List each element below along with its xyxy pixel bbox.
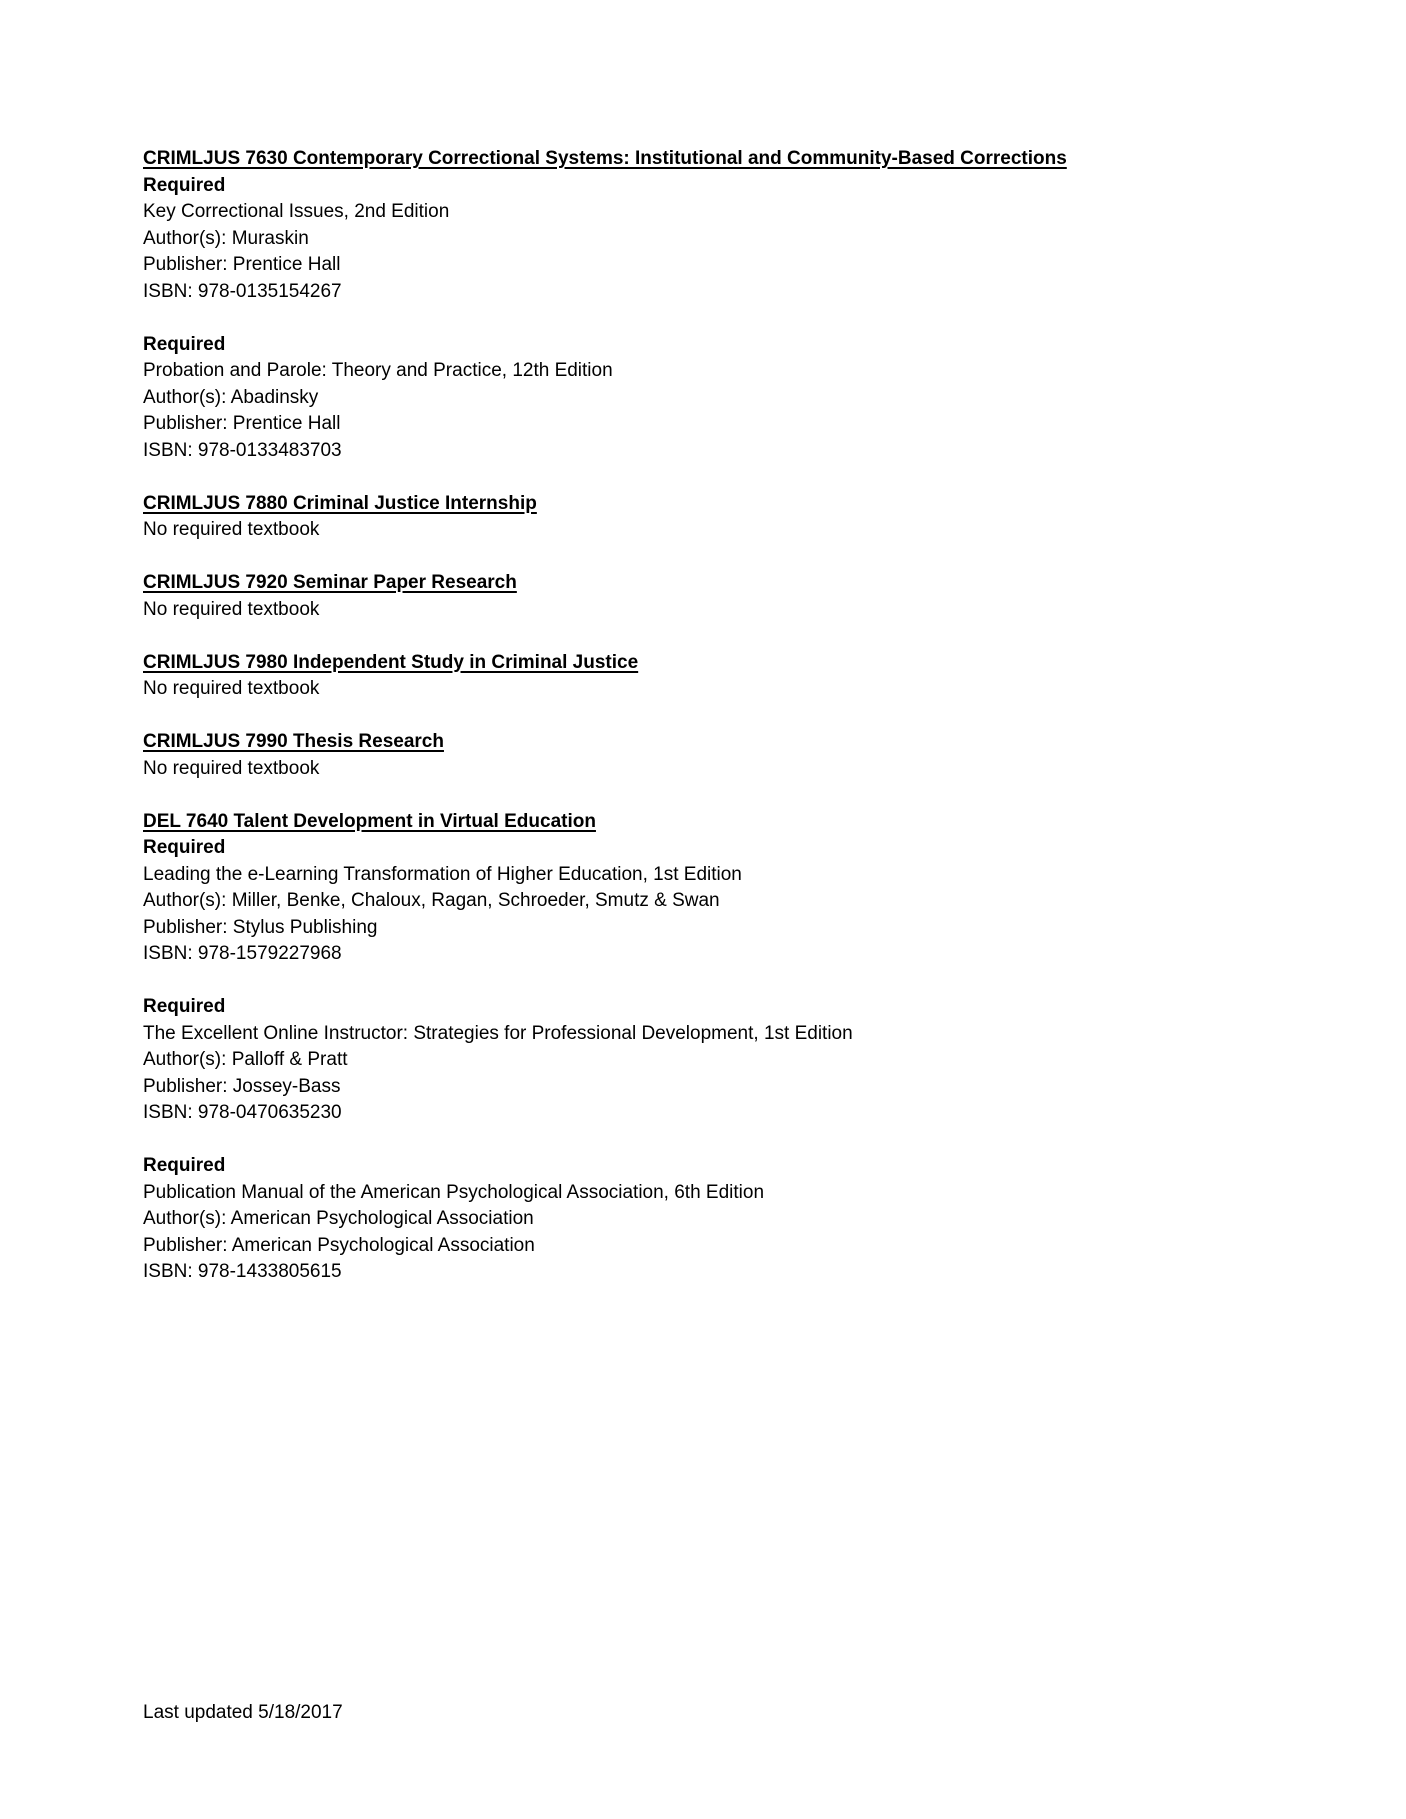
book-authors: Author(s): American Psychological Association (143, 1208, 534, 1229)
book-entry (143, 1153, 1293, 1286)
book-authors: Author(s): Muraskin (143, 227, 309, 249)
no-textbook-note: No required textbook (143, 519, 320, 540)
course-title: CRIMLJUS 7980 Independent Study in Criminal Justice (143, 651, 639, 673)
book-title: Leading the e-Learning Transformation of Higher Education, 1st Edition (143, 863, 742, 885)
course-title: DEL 7640 Talent Development in Virtual Education (143, 810, 596, 832)
requirement-label: Required (143, 1155, 226, 1176)
book-isbn: ISBN: 978-1579227968 (143, 943, 342, 964)
book-entry (143, 994, 1293, 1127)
book-title: Publication Manual of the American Psychological Association, 6th Edition (143, 1181, 765, 1203)
book-isbn: ISBN: 978-0133483703 (143, 439, 342, 461)
last-updated-note: Last updated 5/18/2017 (143, 1702, 343, 1723)
book-authors: Author(s): Abadinsky (143, 386, 319, 408)
requirement-label: Required (143, 333, 226, 355)
book-isbn: ISBN: 978-0470635230 (143, 1102, 342, 1123)
book-entry (143, 332, 1293, 465)
book-title: The Excellent Online Instructor: Strategies for Professional Development, 1st Edition (143, 1022, 853, 1044)
requirement-label: Required (143, 174, 226, 196)
book-authors: Author(s): Palloff & Pratt (143, 1049, 348, 1070)
course-title: CRIMLJUS 7630 Contemporary Correctional Systems: Institutional and Community-Based Corrections (143, 148, 1067, 169)
course-title: CRIMLJUS 7880 Criminal Justice Internship (143, 492, 537, 514)
course-section-del-7640 (143, 809, 1293, 1286)
book-title: Probation and Parole: Theory and Practice, 12th Edition (143, 360, 613, 381)
book-entry (143, 173, 1293, 306)
book-publisher: Publisher: Stylus Publishing (143, 916, 378, 938)
course-title: CRIMLJUS 7990 Thesis Research (143, 731, 444, 752)
book-publisher: Publisher: American Psychological Association (143, 1234, 535, 1256)
book-title: Key Correctional Issues, 2nd Edition (143, 201, 450, 222)
book-isbn: ISBN: 978-0135154267 (143, 280, 342, 302)
course-section-crimljus-7990 (143, 729, 1293, 782)
book-entry (143, 835, 1293, 968)
no-textbook-note: No required textbook (143, 598, 320, 620)
book-isbn: ISBN: 978-1433805615 (143, 1261, 342, 1282)
course-section-crimljus-7980 (143, 650, 1293, 703)
requirement-label: Required (143, 837, 226, 858)
course-section-crimljus-7920 (143, 570, 1293, 623)
course-section-crimljus-7630 (143, 146, 1293, 464)
book-publisher: Publisher: Prentice Hall (143, 413, 341, 434)
course-title: CRIMLJUS 7920 Seminar Paper Research (143, 572, 517, 593)
no-textbook-note: No required textbook (143, 757, 320, 779)
textbook-list (143, 146, 1293, 1286)
book-publisher: Publisher: Jossey-Bass (143, 1075, 341, 1097)
book-publisher: Publisher: Prentice Hall (143, 254, 341, 275)
no-textbook-note: No required textbook (143, 678, 320, 699)
book-authors: Author(s): Miller, Benke, Chaloux, Ragan, Schroeder, Smutz & Swan (143, 890, 720, 911)
course-section-crimljus-7880 (143, 491, 1293, 544)
requirement-label: Required (143, 996, 226, 1017)
